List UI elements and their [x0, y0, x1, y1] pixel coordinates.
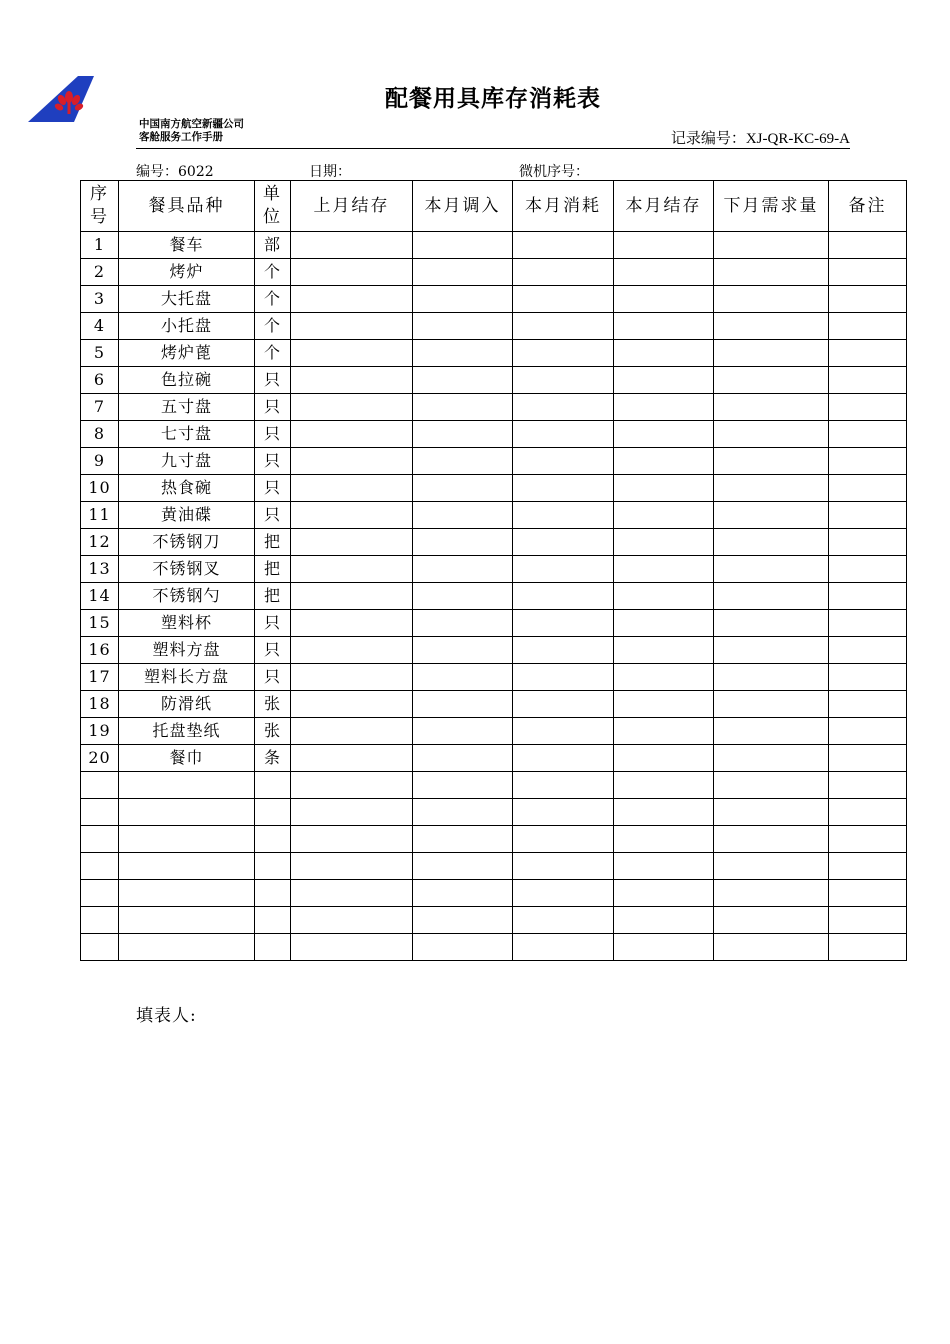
company-name — [139, 118, 244, 143]
table-header-row — [81, 181, 907, 232]
table-row — [81, 610, 907, 637]
table-row — [81, 259, 907, 286]
cell-remarks[interactable] — [829, 583, 907, 610]
cell-remarks[interactable] — [829, 502, 907, 529]
cell-last-month-balance[interactable] — [291, 502, 413, 529]
cell-last-month-balance[interactable] — [291, 313, 413, 340]
cell-unit — [255, 772, 291, 799]
form-filler-label: 填表人: — [136, 1006, 197, 1026]
cell-remarks[interactable] — [829, 907, 907, 934]
cell-this-month-balance[interactable] — [614, 448, 714, 475]
cell-seq: 14 — [81, 583, 119, 610]
table-row — [81, 799, 907, 826]
cell-this-month-balance[interactable] — [614, 259, 714, 286]
cell-next-month-demand[interactable] — [714, 502, 829, 529]
cell-this-month-in[interactable] — [413, 448, 513, 475]
cell-seq: 18 — [81, 691, 119, 718]
cell-this-month-balance[interactable] — [614, 664, 714, 691]
cell-this-month-in[interactable] — [413, 718, 513, 745]
page-title: 配餐用具库存消耗表 — [385, 86, 601, 112]
cell-last-month-balance[interactable] — [291, 799, 413, 826]
company-line-2: 客舱服务工作手册 — [139, 130, 223, 143]
cell-this-month-used[interactable] — [513, 853, 614, 880]
cell-this-month-in[interactable] — [413, 421, 513, 448]
cell-this-month-in[interactable] — [413, 691, 513, 718]
cell-this-month-in[interactable] — [413, 556, 513, 583]
cell-this-month-balance[interactable] — [614, 529, 714, 556]
cell-remarks[interactable] — [829, 610, 907, 637]
cell-this-month-in[interactable] — [413, 772, 513, 799]
cell-this-month-used[interactable] — [513, 907, 614, 934]
table-row — [81, 394, 907, 421]
cell-this-month-balance[interactable] — [614, 502, 714, 529]
cell-this-month-used[interactable] — [513, 556, 614, 583]
cell-next-month-demand[interactable] — [714, 610, 829, 637]
cell-last-month-balance[interactable] — [291, 583, 413, 610]
cell-this-month-balance[interactable] — [614, 907, 714, 934]
cell-seq — [81, 934, 119, 961]
cell-item: 热食碗 — [119, 475, 255, 502]
cell-this-month-used[interactable] — [513, 475, 614, 502]
cell-this-month-in[interactable] — [413, 610, 513, 637]
cell-seq: 11 — [81, 502, 119, 529]
table-row — [81, 556, 907, 583]
cell-last-month-balance[interactable] — [291, 853, 413, 880]
cell-seq: 9 — [81, 448, 119, 475]
cell-this-month-in[interactable] — [413, 502, 513, 529]
cell-this-month-balance[interactable] — [614, 556, 714, 583]
cell-unit — [255, 880, 291, 907]
cell-seq: 2 — [81, 259, 119, 286]
cell-this-month-used[interactable] — [513, 340, 614, 367]
cell-remarks[interactable] — [829, 664, 907, 691]
cell-this-month-used[interactable] — [513, 232, 614, 259]
cell-seq — [81, 772, 119, 799]
cell-item — [119, 934, 255, 961]
cell-last-month-balance[interactable] — [291, 556, 413, 583]
cell-item: 塑料方盘 — [119, 637, 255, 664]
inventory-table — [80, 180, 907, 961]
cell-next-month-demand[interactable] — [714, 448, 829, 475]
cell-remarks[interactable] — [829, 691, 907, 718]
cell-last-month-balance[interactable] — [291, 637, 413, 664]
cell-this-month-balance[interactable] — [614, 583, 714, 610]
cell-item — [119, 907, 255, 934]
cell-this-month-balance[interactable] — [614, 745, 714, 772]
cell-remarks[interactable] — [829, 286, 907, 313]
cell-unit: 只 — [255, 637, 291, 664]
table-row — [81, 745, 907, 772]
cell-last-month-balance[interactable] — [291, 745, 413, 772]
cell-last-month-balance[interactable] — [291, 340, 413, 367]
cell-unit: 只 — [255, 394, 291, 421]
cell-next-month-demand[interactable] — [714, 907, 829, 934]
cell-next-month-demand[interactable] — [714, 232, 829, 259]
cell-this-month-in[interactable] — [413, 529, 513, 556]
cell-seq: 12 — [81, 529, 119, 556]
cell-this-month-balance[interactable] — [614, 934, 714, 961]
cell-remarks[interactable] — [829, 367, 907, 394]
cell-unit: 部 — [255, 232, 291, 259]
table-row — [81, 367, 907, 394]
cell-next-month-demand[interactable] — [714, 772, 829, 799]
cell-last-month-balance[interactable] — [291, 772, 413, 799]
cell-this-month-used[interactable] — [513, 583, 614, 610]
cell-item: 餐车 — [119, 232, 255, 259]
cell-item: 防滑纸 — [119, 691, 255, 718]
cell-remarks[interactable] — [829, 448, 907, 475]
cell-unit: 个 — [255, 286, 291, 313]
table-row — [81, 691, 907, 718]
table-row — [81, 448, 907, 475]
cell-item: 不锈钢勺 — [119, 583, 255, 610]
col-header-this-month-in: 本月调入 — [413, 181, 513, 232]
table-row — [81, 313, 907, 340]
cell-this-month-used[interactable] — [513, 691, 614, 718]
cell-remarks[interactable] — [829, 745, 907, 772]
col-header-item: 餐具品种 — [119, 181, 255, 232]
cell-this-month-used[interactable] — [513, 637, 614, 664]
cell-seq: 20 — [81, 745, 119, 772]
pc-serial-field: 微机序号： — [519, 164, 589, 180]
cell-remarks[interactable] — [829, 799, 907, 826]
table-row — [81, 772, 907, 799]
cell-this-month-used[interactable] — [513, 934, 614, 961]
cell-next-month-demand[interactable] — [714, 529, 829, 556]
cell-last-month-balance[interactable] — [291, 880, 413, 907]
cell-this-month-used[interactable] — [513, 610, 614, 637]
cell-item: 塑料杯 — [119, 610, 255, 637]
cell-this-month-used[interactable] — [513, 529, 614, 556]
cell-unit — [255, 799, 291, 826]
cell-last-month-balance[interactable] — [291, 232, 413, 259]
cell-this-month-balance[interactable] — [614, 286, 714, 313]
cell-item: 餐巾 — [119, 745, 255, 772]
cell-remarks[interactable] — [829, 556, 907, 583]
cell-this-month-used[interactable] — [513, 394, 614, 421]
cell-item: 五寸盘 — [119, 394, 255, 421]
cell-item: 烤炉蓖 — [119, 340, 255, 367]
table-row — [81, 826, 907, 853]
cell-seq: 8 — [81, 421, 119, 448]
cell-last-month-balance[interactable] — [291, 421, 413, 448]
cell-remarks[interactable] — [829, 232, 907, 259]
col-header-next-month-demand: 下月需求量 — [714, 181, 829, 232]
cell-this-month-balance[interactable] — [614, 718, 714, 745]
table-row — [81, 934, 907, 961]
cell-this-month-balance[interactable] — [614, 691, 714, 718]
cell-this-month-used[interactable] — [513, 880, 614, 907]
table-row — [81, 502, 907, 529]
cell-last-month-balance[interactable] — [291, 529, 413, 556]
date-field: 日期： — [309, 164, 351, 180]
cell-this-month-in[interactable] — [413, 745, 513, 772]
cell-last-month-balance[interactable] — [291, 718, 413, 745]
cell-unit: 个 — [255, 313, 291, 340]
cell-next-month-demand[interactable] — [714, 718, 829, 745]
cell-remarks[interactable] — [829, 421, 907, 448]
cell-item: 不锈钢叉 — [119, 556, 255, 583]
cell-this-month-in[interactable] — [413, 232, 513, 259]
cell-last-month-balance[interactable] — [291, 475, 413, 502]
cell-unit: 把 — [255, 556, 291, 583]
cell-last-month-balance[interactable] — [291, 367, 413, 394]
table-row — [81, 718, 907, 745]
cell-this-month-in[interactable] — [413, 367, 513, 394]
cell-next-month-demand[interactable] — [714, 637, 829, 664]
cell-next-month-demand[interactable] — [714, 313, 829, 340]
cell-this-month-balance[interactable] — [614, 853, 714, 880]
cell-this-month-in[interactable] — [413, 826, 513, 853]
cell-unit — [255, 853, 291, 880]
cell-item: 不锈钢刀 — [119, 529, 255, 556]
cell-last-month-balance[interactable] — [291, 286, 413, 313]
cell-this-month-balance[interactable] — [614, 799, 714, 826]
cell-last-month-balance[interactable] — [291, 448, 413, 475]
cell-next-month-demand[interactable] — [714, 853, 829, 880]
cell-seq: 1 — [81, 232, 119, 259]
cell-unit: 只 — [255, 664, 291, 691]
cell-seq — [81, 880, 119, 907]
cell-this-month-balance[interactable] — [614, 367, 714, 394]
cell-this-month-used[interactable] — [513, 718, 614, 745]
cell-next-month-demand[interactable] — [714, 826, 829, 853]
cell-last-month-balance[interactable] — [291, 691, 413, 718]
cell-unit: 只 — [255, 421, 291, 448]
table-row — [81, 232, 907, 259]
record-number-code: XJ-QR-KC-69-A — [745, 131, 850, 147]
cell-remarks[interactable] — [829, 934, 907, 961]
cell-unit: 把 — [255, 529, 291, 556]
cell-next-month-demand[interactable] — [714, 259, 829, 286]
cell-seq: 4 — [81, 313, 119, 340]
cell-item: 大托盘 — [119, 286, 255, 313]
cell-item: 小托盘 — [119, 313, 255, 340]
cell-this-month-balance[interactable] — [614, 421, 714, 448]
cell-this-month-used[interactable] — [513, 313, 614, 340]
table-row — [81, 853, 907, 880]
table-row — [81, 529, 907, 556]
cell-last-month-balance[interactable] — [291, 934, 413, 961]
cell-unit — [255, 934, 291, 961]
cell-this-month-used[interactable] — [513, 799, 614, 826]
cell-this-month-in[interactable] — [413, 475, 513, 502]
cell-this-month-in[interactable] — [413, 259, 513, 286]
form-number: 编号：6022 — [136, 164, 214, 180]
cell-seq: 15 — [81, 610, 119, 637]
cell-seq: 13 — [81, 556, 119, 583]
cell-this-month-in[interactable] — [413, 907, 513, 934]
table-row — [81, 286, 907, 313]
cell-last-month-balance[interactable] — [291, 610, 413, 637]
cell-next-month-demand[interactable] — [714, 556, 829, 583]
cell-unit: 只 — [255, 475, 291, 502]
cell-remarks[interactable] — [829, 340, 907, 367]
cell-remarks[interactable] — [829, 259, 907, 286]
table-row — [81, 664, 907, 691]
cell-this-month-in[interactable] — [413, 637, 513, 664]
col-header-unit: 单 位 — [255, 181, 291, 232]
col-header-this-month-balance: 本月结存 — [614, 181, 714, 232]
col-header-last-month-balance: 上月结存 — [291, 181, 413, 232]
cell-this-month-used[interactable] — [513, 745, 614, 772]
cell-next-month-demand[interactable] — [714, 664, 829, 691]
cell-seq — [81, 907, 119, 934]
cell-seq: 10 — [81, 475, 119, 502]
cell-last-month-balance[interactable] — [291, 664, 413, 691]
cell-item: 色拉碗 — [119, 367, 255, 394]
cell-remarks[interactable] — [829, 826, 907, 853]
cell-unit — [255, 826, 291, 853]
cell-next-month-demand[interactable] — [714, 799, 829, 826]
cell-last-month-balance[interactable] — [291, 394, 413, 421]
cell-this-month-used[interactable] — [513, 259, 614, 286]
cell-this-month-used[interactable] — [513, 286, 614, 313]
cell-this-month-in[interactable] — [413, 583, 513, 610]
cell-unit: 张 — [255, 718, 291, 745]
cell-item: 托盘垫纸 — [119, 718, 255, 745]
cell-item: 七寸盘 — [119, 421, 255, 448]
cell-seq: 17 — [81, 664, 119, 691]
cell-this-month-used[interactable] — [513, 448, 614, 475]
cell-this-month-balance[interactable] — [614, 826, 714, 853]
cell-this-month-balance[interactable] — [614, 394, 714, 421]
cell-this-month-in[interactable] — [413, 934, 513, 961]
cell-item: 烤炉 — [119, 259, 255, 286]
cell-this-month-used[interactable] — [513, 772, 614, 799]
cell-item: 黄油碟 — [119, 502, 255, 529]
cell-remarks[interactable] — [829, 880, 907, 907]
table-row — [81, 637, 907, 664]
cell-last-month-balance[interactable] — [291, 826, 413, 853]
cell-this-month-used[interactable] — [513, 664, 614, 691]
cell-item: 九寸盘 — [119, 448, 255, 475]
cell-this-month-balance[interactable] — [614, 232, 714, 259]
cell-this-month-used[interactable] — [513, 367, 614, 394]
cell-next-month-demand[interactable] — [714, 691, 829, 718]
record-number-label: 记录编号： — [670, 129, 746, 147]
col-header-this-month-used: 本月消耗 — [513, 181, 614, 232]
cell-next-month-demand[interactable] — [714, 286, 829, 313]
cell-next-month-demand[interactable] — [714, 394, 829, 421]
cell-item — [119, 799, 255, 826]
cell-seq — [81, 853, 119, 880]
cell-this-month-balance[interactable] — [614, 610, 714, 637]
cell-seq: 16 — [81, 637, 119, 664]
cell-this-month-in[interactable] — [413, 394, 513, 421]
cell-remarks[interactable] — [829, 475, 907, 502]
cell-unit: 把 — [255, 583, 291, 610]
cell-item — [119, 853, 255, 880]
cell-unit: 条 — [255, 745, 291, 772]
col-header-seq: 序 号 — [81, 181, 119, 232]
cell-seq: 7 — [81, 394, 119, 421]
cell-item — [119, 826, 255, 853]
cell-next-month-demand[interactable] — [714, 340, 829, 367]
cell-this-month-in[interactable] — [413, 880, 513, 907]
cell-this-month-in[interactable] — [413, 664, 513, 691]
cell-this-month-used[interactable] — [513, 421, 614, 448]
cell-unit: 张 — [255, 691, 291, 718]
cell-next-month-demand[interactable] — [714, 583, 829, 610]
cell-seq — [81, 799, 119, 826]
cell-this-month-used[interactable] — [513, 502, 614, 529]
cell-next-month-demand[interactable] — [714, 475, 829, 502]
cell-this-month-in[interactable] — [413, 286, 513, 313]
cell-this-month-balance[interactable] — [614, 772, 714, 799]
cell-this-month-in[interactable] — [413, 313, 513, 340]
table-row — [81, 583, 907, 610]
cell-remarks[interactable] — [829, 637, 907, 664]
cell-remarks[interactable] — [829, 772, 907, 799]
cell-this-month-balance[interactable] — [614, 637, 714, 664]
cell-last-month-balance[interactable] — [291, 259, 413, 286]
cell-seq: 19 — [81, 718, 119, 745]
cell-seq: 6 — [81, 367, 119, 394]
cell-seq — [81, 826, 119, 853]
table-row — [81, 475, 907, 502]
cell-unit: 只 — [255, 502, 291, 529]
cell-unit: 只 — [255, 367, 291, 394]
cell-this-month-balance[interactable] — [614, 313, 714, 340]
header-divider — [136, 148, 850, 149]
cell-unit: 只 — [255, 448, 291, 475]
cell-next-month-demand[interactable] — [714, 934, 829, 961]
cell-next-month-demand[interactable] — [714, 745, 829, 772]
cell-this-month-in[interactable] — [413, 340, 513, 367]
cell-remarks[interactable] — [829, 853, 907, 880]
cell-unit — [255, 907, 291, 934]
cell-unit: 只 — [255, 610, 291, 637]
cell-this-month-in[interactable] — [413, 853, 513, 880]
cell-next-month-demand[interactable] — [714, 421, 829, 448]
cell-remarks[interactable] — [829, 529, 907, 556]
cell-this-month-balance[interactable] — [614, 340, 714, 367]
cell-unit: 个 — [255, 340, 291, 367]
cell-last-month-balance[interactable] — [291, 907, 413, 934]
cell-next-month-demand[interactable] — [714, 367, 829, 394]
col-header-remarks: 备注 — [829, 181, 907, 232]
cell-this-month-balance[interactable] — [614, 475, 714, 502]
record-number — [671, 127, 850, 148]
table-row — [81, 340, 907, 367]
cell-this-month-used[interactable] — [513, 826, 614, 853]
cell-unit: 个 — [255, 259, 291, 286]
cell-this-month-balance[interactable] — [614, 880, 714, 907]
cell-remarks[interactable] — [829, 718, 907, 745]
cell-this-month-in[interactable] — [413, 799, 513, 826]
cell-seq: 3 — [81, 286, 119, 313]
cell-remarks[interactable] — [829, 394, 907, 421]
table-row — [81, 421, 907, 448]
company-line-1: 中国南方航空新疆公司 — [139, 118, 244, 130]
cell-seq: 5 — [81, 340, 119, 367]
cell-item — [119, 772, 255, 799]
cell-item — [119, 880, 255, 907]
table-row — [81, 907, 907, 934]
cell-item: 塑料长方盘 — [119, 664, 255, 691]
cell-next-month-demand[interactable] — [714, 880, 829, 907]
cell-remarks[interactable] — [829, 313, 907, 340]
table-row — [81, 880, 907, 907]
